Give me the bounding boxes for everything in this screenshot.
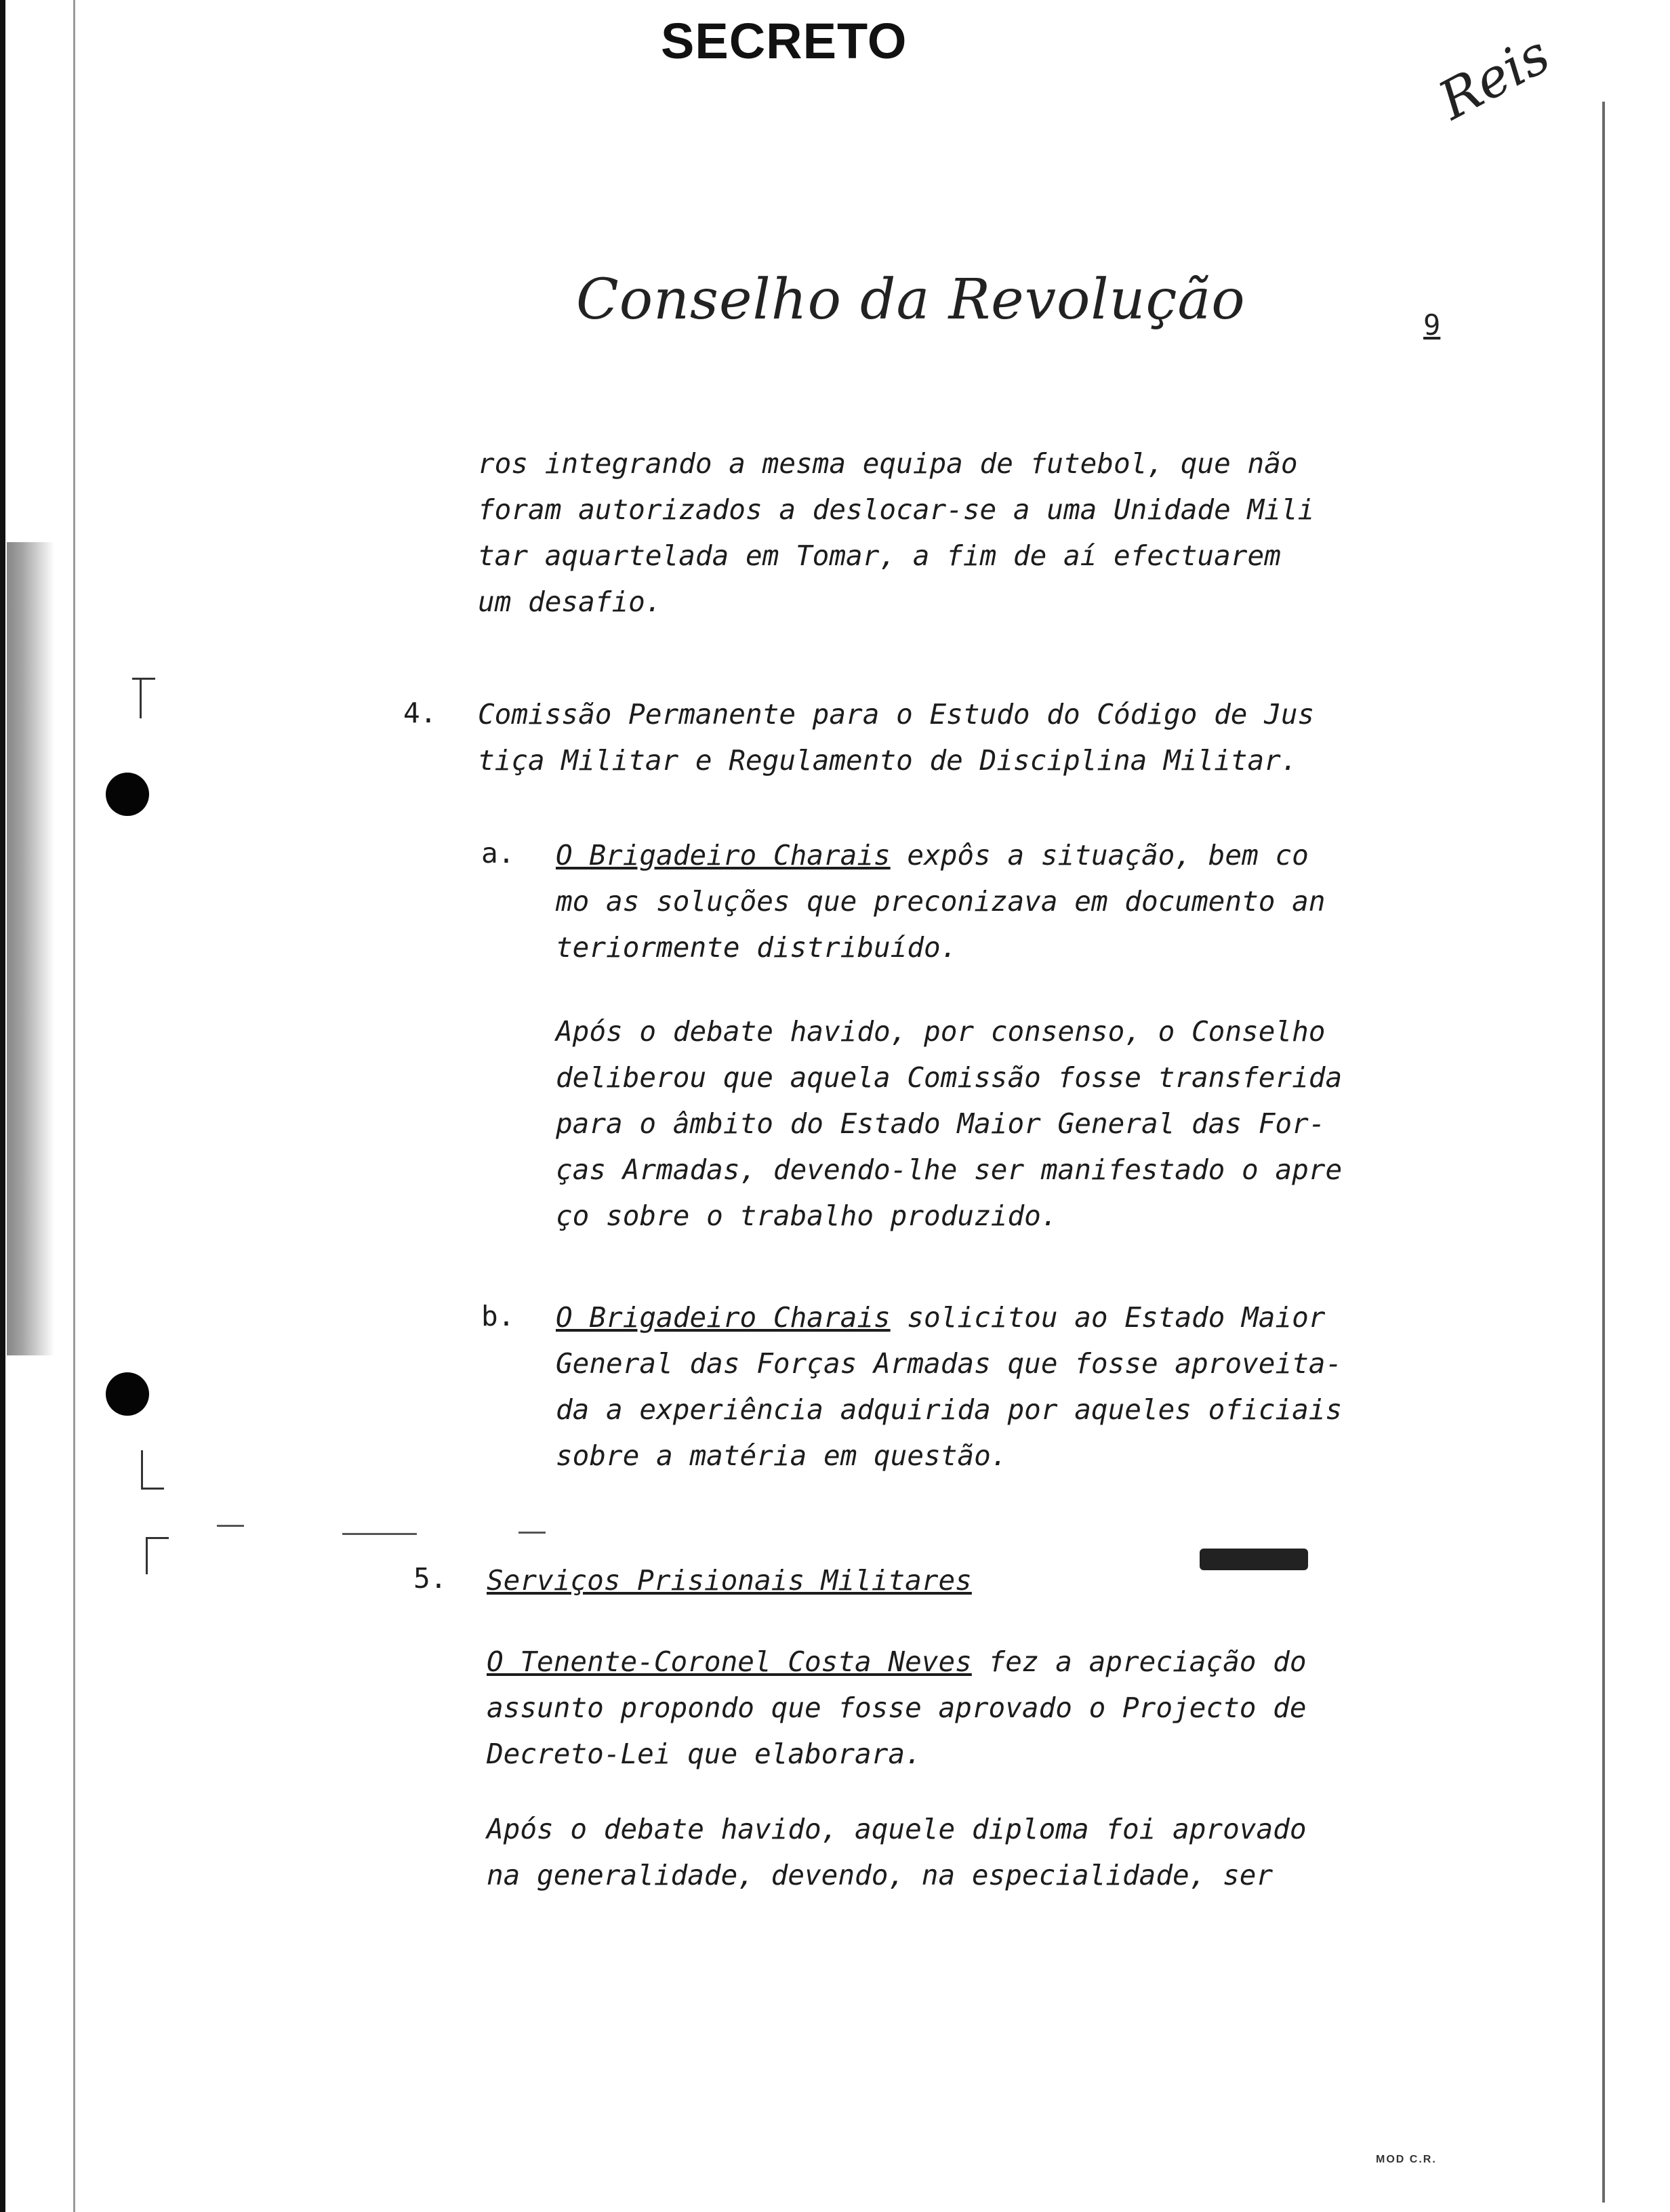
continuation-paragraph <box>478 441 1314 625</box>
text-line: sobre a matéria em questão. <box>556 1439 1008 1472</box>
item-paragraph <box>556 832 1325 970</box>
section-heading <box>487 1557 972 1603</box>
section-paragraph <box>487 1639 1307 1777</box>
margin-tick <box>140 678 142 718</box>
line-text: expôs a situação, bem co <box>890 839 1309 872</box>
item-letter: a. <box>481 837 515 869</box>
item-letter: b. <box>481 1300 515 1332</box>
text-line: General das Forças Armadas que fosse aproveita- <box>556 1347 1343 1380</box>
punch-hole-bottom <box>106 1372 149 1416</box>
text-line: da a experiência adquirida por aqueles oficiais <box>556 1393 1343 1426</box>
margin-tick <box>132 678 155 680</box>
letterhead: Conselho da Revolução <box>576 268 1246 332</box>
margin-tick <box>141 1450 143 1488</box>
text-line: tar aquartelada em Tomar, a fim de aí efectuarem <box>478 539 1281 572</box>
text-line <box>487 1639 1307 1685</box>
handwritten-initials: Reis <box>1429 24 1560 132</box>
text-line: para o âmbito do Estado Maior General das For- <box>556 1107 1326 1140</box>
scan-edge-left <box>0 0 5 2212</box>
item-paragraph <box>556 1294 1342 1479</box>
text-line: mo as soluções que preconizava em documento an <box>556 885 1326 918</box>
fold-line <box>73 0 75 2212</box>
classification-stamp: SECRETO <box>661 13 908 69</box>
speaker-name: O Brigadeiro Charais <box>556 839 891 872</box>
redaction-blot <box>1200 1549 1308 1570</box>
text-line: Após o debate havido, por consenso, o Conselho <box>556 1015 1326 1048</box>
text-line: ros integrando a mesma equipa de futebol, que não <box>478 447 1298 480</box>
stray-mark <box>518 1532 546 1534</box>
text-line: Após o debate havido, aquele diploma foi aprovado <box>487 1813 1307 1845</box>
punch-hole-top <box>106 773 149 816</box>
stray-mark <box>217 1525 244 1527</box>
margin-tick <box>141 1488 164 1490</box>
scan-edge-right <box>1602 102 1605 2203</box>
form-code: MOD C.R. <box>1376 2154 1437 2165</box>
text-line: Comissão Permanente para o Estudo do Código de Jus <box>478 698 1315 731</box>
section-title: Serviços Prisionais Militares <box>487 1564 972 1597</box>
speaker-name: O Tenente-Coronel Costa Neves <box>487 1645 972 1678</box>
text-line: teriormente distribuído. <box>556 931 958 964</box>
scan-smudge <box>7 542 54 1355</box>
stray-mark <box>342 1533 417 1535</box>
text-line: ças Armadas, devendo-lhe ser manifestado o apre <box>556 1153 1343 1186</box>
section-paragraph <box>487 1806 1307 1898</box>
speaker-name: O Brigadeiro Charais <box>556 1301 891 1334</box>
text-line: tiça Militar e Regulamento de Disciplina Militar. <box>478 744 1298 777</box>
text-line: assunto propondo que fosse aprovado o Projecto de <box>487 1692 1307 1724</box>
text-line: Decreto-Lei que elaborara. <box>487 1738 922 1770</box>
section-number: 5. <box>413 1562 447 1595</box>
text-line: na generalidade, devendo, na especialidade, ser <box>487 1859 1274 1891</box>
text-line: um desafio. <box>478 586 662 618</box>
text-line <box>556 1294 1342 1340</box>
text-line: foram autorizados a deslocar-se a uma Unidade Mili <box>478 493 1315 526</box>
section-number: 4. <box>403 697 437 729</box>
text-line <box>556 832 1325 878</box>
item-paragraph <box>556 1008 1342 1239</box>
text-line: ço sobre o trabalho produzido. <box>556 1200 1058 1232</box>
section-heading <box>478 691 1314 783</box>
text-line: deliberou que aquela Comissão fosse transferida <box>556 1061 1343 1094</box>
line-text: solicitou ao Estado Maior <box>890 1301 1326 1334</box>
margin-tick <box>146 1537 148 1574</box>
line-text: fez a apreciação do <box>971 1645 1307 1678</box>
page-number: 9 <box>1423 308 1441 342</box>
margin-tick <box>146 1537 169 1539</box>
